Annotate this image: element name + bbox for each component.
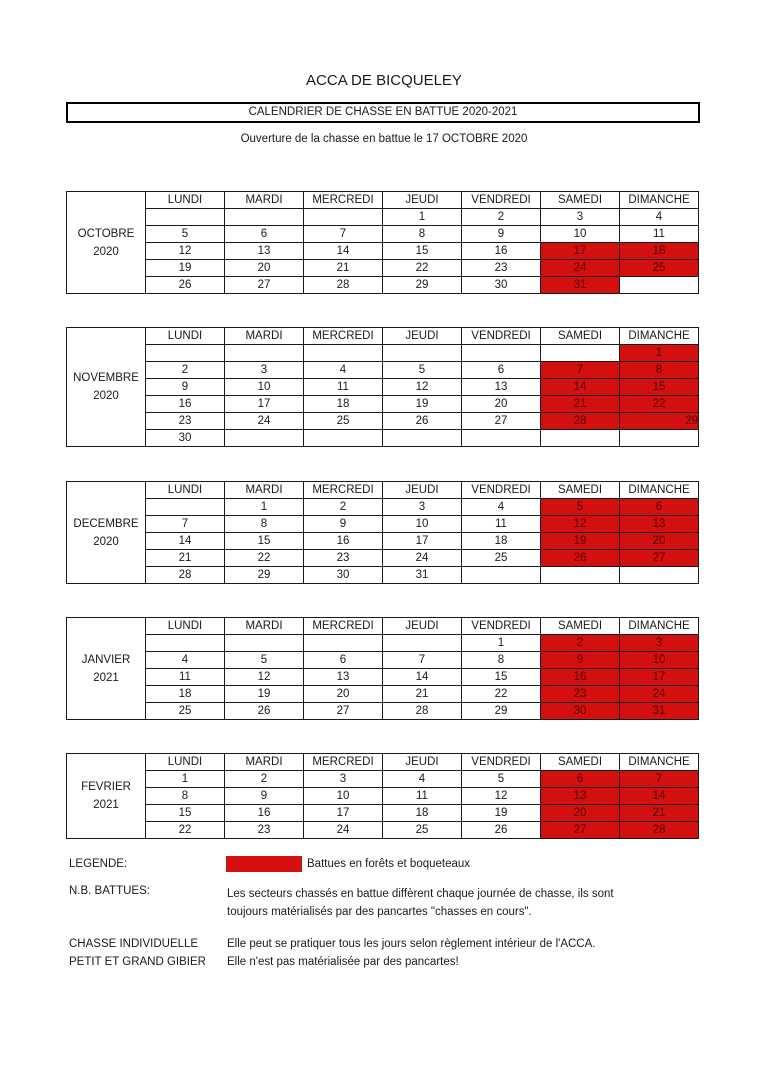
nb-line: Les secteurs chassés en battue diffèrent chaque journée de chasse, ils sont — [227, 888, 614, 900]
battue-day-cell: 15 — [620, 379, 699, 396]
weekday-header: SAMEDI — [541, 192, 620, 209]
day-cell: 8 — [462, 652, 541, 669]
weekday-header: LUNDI — [146, 754, 225, 771]
battue-day-cell: 9 — [541, 652, 620, 669]
day-cell: 6 — [225, 226, 304, 243]
day-cell — [383, 345, 462, 362]
day-cell: 18 — [146, 686, 225, 703]
weekday-header: JEUDI — [383, 618, 462, 635]
battue-day-cell: 23 — [541, 686, 620, 703]
day-cell — [225, 430, 304, 447]
battue-day-cell: 27 — [541, 822, 620, 839]
day-cell: 12 — [225, 669, 304, 686]
day-cell: 3 — [225, 362, 304, 379]
month-table-fevrier — [66, 753, 699, 839]
day-cell: 8 — [383, 226, 462, 243]
day-cell: 21 — [146, 550, 225, 567]
battue-day-cell: 6 — [541, 771, 620, 788]
weekday-header: DIMANCHE — [620, 754, 699, 771]
day-cell: 11 — [462, 516, 541, 533]
battue-day-cell: 22 — [620, 396, 699, 413]
battue-day-cell: 2 — [541, 635, 620, 652]
weekday-header: MERCREDI — [304, 482, 383, 499]
day-cell: 29 — [383, 277, 462, 294]
week-row — [67, 703, 699, 720]
week-row — [67, 822, 699, 839]
weekday-header: MARDI — [225, 192, 304, 209]
weekday-header: LUNDI — [146, 482, 225, 499]
week-row — [67, 686, 699, 703]
weekday-header: DIMANCHE — [620, 192, 699, 209]
day-cell: 12 — [462, 788, 541, 805]
day-cell: 2 — [462, 209, 541, 226]
day-cell: 15 — [146, 805, 225, 822]
day-cell: 19 — [146, 260, 225, 277]
weekday-header: SAMEDI — [541, 754, 620, 771]
day-cell: 27 — [304, 703, 383, 720]
legend-red-swatch — [226, 856, 302, 872]
battue-day-cell: 14 — [541, 379, 620, 396]
day-cell: 18 — [462, 533, 541, 550]
day-cell: 15 — [383, 243, 462, 260]
battue-day-cell: 18 — [620, 243, 699, 260]
week-row — [67, 788, 699, 805]
month-table-janvier — [66, 617, 699, 720]
day-cell: 16 — [462, 243, 541, 260]
day-cell: 20 — [225, 260, 304, 277]
battue-day-cell: 29 — [620, 413, 699, 430]
day-cell: 20 — [304, 686, 383, 703]
day-cell — [462, 430, 541, 447]
day-cell: 5 — [462, 771, 541, 788]
individual-hunt-line: Elle n'est pas matérialisée par des pancartes! — [227, 956, 459, 968]
weekday-header: VENDREDI — [462, 618, 541, 635]
weekday-header: VENDREDI — [462, 754, 541, 771]
day-cell — [146, 345, 225, 362]
week-row — [67, 243, 699, 260]
battue-day-cell: 26 — [541, 550, 620, 567]
day-cell: 22 — [462, 686, 541, 703]
day-cell — [620, 277, 699, 294]
day-cell: 24 — [304, 822, 383, 839]
day-cell: 3 — [383, 499, 462, 516]
weekday-header-row — [67, 192, 699, 209]
legend-label: LEGENDE: — [69, 858, 128, 870]
individual-hunt-label-line: PETIT ET GRAND GIBIER — [69, 956, 206, 968]
day-cell: 16 — [304, 533, 383, 550]
weekday-header: SAMEDI — [541, 482, 620, 499]
day-cell: 9 — [146, 379, 225, 396]
month-name: NOVEMBRE — [73, 372, 139, 384]
day-cell: 26 — [146, 277, 225, 294]
weekday-header: DIMANCHE — [620, 618, 699, 635]
day-cell: 1 — [462, 635, 541, 652]
weekday-header-row — [67, 328, 699, 345]
day-cell: 17 — [383, 533, 462, 550]
day-cell — [462, 567, 541, 584]
day-cell: 4 — [146, 652, 225, 669]
month-year: 2020 — [93, 390, 119, 402]
day-cell: 3 — [541, 209, 620, 226]
day-cell: 15 — [225, 533, 304, 550]
battue-day-cell: 28 — [620, 822, 699, 839]
day-cell: 29 — [225, 567, 304, 584]
battue-day-cell: 16 — [541, 669, 620, 686]
day-cell: 24 — [383, 550, 462, 567]
weekday-header: MARDI — [225, 754, 304, 771]
opening-date-text: Ouverture de la chasse en battue le 17 OCTOBRE 2020 — [240, 133, 528, 145]
weekday-header: MERCREDI — [304, 754, 383, 771]
day-cell: 22 — [383, 260, 462, 277]
battue-day-cell: 14 — [620, 788, 699, 805]
day-cell — [383, 430, 462, 447]
weekday-header: MERCREDI — [304, 618, 383, 635]
day-cell: 10 — [225, 379, 304, 396]
day-cell: 2 — [225, 771, 304, 788]
month-label — [67, 192, 146, 294]
day-cell — [541, 345, 620, 362]
weekday-header-row — [67, 754, 699, 771]
week-row — [67, 379, 699, 396]
battue-day-cell: 7 — [541, 362, 620, 379]
day-cell: 15 — [462, 669, 541, 686]
day-cell — [146, 209, 225, 226]
day-cell — [462, 345, 541, 362]
week-row — [67, 533, 699, 550]
day-cell: 25 — [462, 550, 541, 567]
day-cell: 5 — [383, 362, 462, 379]
weekday-header: MARDI — [225, 482, 304, 499]
week-row — [67, 771, 699, 788]
weekday-header: LUNDI — [146, 618, 225, 635]
weekday-header-row — [67, 618, 699, 635]
day-cell: 11 — [304, 379, 383, 396]
month-year: 2021 — [93, 671, 119, 684]
day-cell: 23 — [304, 550, 383, 567]
day-cell: 26 — [225, 703, 304, 720]
day-cell: 26 — [383, 413, 462, 430]
day-cell: 30 — [304, 567, 383, 584]
individual-hunt-label-line: CHASSE INDIVIDUELLE — [69, 938, 199, 950]
weekday-header: MERCREDI — [304, 192, 383, 209]
battue-day-cell: 17 — [620, 669, 699, 686]
week-row — [67, 430, 699, 447]
day-cell: 18 — [383, 805, 462, 822]
week-row — [67, 550, 699, 567]
month-label — [67, 482, 146, 584]
day-cell: 28 — [304, 277, 383, 294]
battue-day-cell: 30 — [541, 703, 620, 720]
day-cell: 9 — [304, 516, 383, 533]
week-row — [67, 499, 699, 516]
day-cell: 13 — [304, 669, 383, 686]
day-cell: 10 — [541, 226, 620, 243]
day-cell: 8 — [225, 516, 304, 533]
battue-day-cell: 31 — [620, 703, 699, 720]
battue-day-cell: 21 — [541, 396, 620, 413]
day-cell: 7 — [383, 652, 462, 669]
battue-day-cell: 19 — [541, 533, 620, 550]
battue-day-cell: 13 — [541, 788, 620, 805]
battue-day-cell: 31 — [541, 277, 620, 294]
day-cell: 23 — [225, 822, 304, 839]
day-cell: 17 — [304, 805, 383, 822]
day-cell: 4 — [462, 499, 541, 516]
week-row — [67, 516, 699, 533]
day-cell — [225, 209, 304, 226]
day-cell: 9 — [225, 788, 304, 805]
day-cell: 1 — [383, 209, 462, 226]
battue-day-cell: 8 — [620, 362, 699, 379]
month-year: 2020 — [93, 535, 119, 548]
day-cell: 22 — [225, 550, 304, 567]
day-cell: 27 — [225, 277, 304, 294]
day-cell: 10 — [304, 788, 383, 805]
battue-day-cell: 24 — [541, 260, 620, 277]
day-cell: 8 — [146, 788, 225, 805]
weekday-header-row — [67, 482, 699, 499]
battue-day-cell: 6 — [620, 499, 699, 516]
battue-day-cell: 5 — [541, 499, 620, 516]
day-cell: 14 — [383, 669, 462, 686]
day-cell: 31 — [383, 567, 462, 584]
week-row — [67, 567, 699, 584]
day-cell: 7 — [146, 516, 225, 533]
month-name: FEVRIER — [81, 781, 131, 793]
day-cell: 22 — [146, 822, 225, 839]
day-cell — [620, 430, 699, 447]
battue-day-cell: 10 — [620, 652, 699, 669]
day-cell: 17 — [225, 396, 304, 413]
day-cell: 25 — [304, 413, 383, 430]
weekday-header: MARDI — [225, 328, 304, 345]
month-label — [67, 754, 146, 839]
day-cell: 3 — [304, 771, 383, 788]
week-row — [67, 209, 699, 226]
weekday-header: VENDREDI — [462, 482, 541, 499]
month-table-decembre — [66, 481, 699, 584]
weekday-header: MARDI — [225, 618, 304, 635]
day-cell: 19 — [383, 396, 462, 413]
day-cell — [304, 430, 383, 447]
legend-text: Battues en forêts et boqueteaux — [307, 858, 471, 870]
week-row — [67, 669, 699, 686]
day-cell: 23 — [462, 260, 541, 277]
battue-day-cell: 25 — [620, 260, 699, 277]
day-cell: 11 — [146, 669, 225, 686]
month-name: JANVIER — [81, 653, 131, 666]
battue-day-cell: 20 — [541, 805, 620, 822]
day-cell: 12 — [146, 243, 225, 260]
day-cell: 29 — [462, 703, 541, 720]
weekday-header: LUNDI — [146, 192, 225, 209]
battue-day-cell: 27 — [620, 550, 699, 567]
day-cell: 19 — [462, 805, 541, 822]
day-cell: 26 — [462, 822, 541, 839]
weekday-header: JEUDI — [383, 482, 462, 499]
day-cell: 2 — [304, 499, 383, 516]
day-cell: 6 — [462, 362, 541, 379]
week-row — [67, 260, 699, 277]
day-cell: 16 — [225, 805, 304, 822]
battue-day-cell: 20 — [620, 533, 699, 550]
day-cell: 25 — [383, 822, 462, 839]
day-cell: 5 — [225, 652, 304, 669]
day-cell: 25 — [146, 703, 225, 720]
day-cell — [146, 499, 225, 516]
day-cell: 23 — [146, 413, 225, 430]
weekday-header: VENDREDI — [462, 192, 541, 209]
nb-text — [227, 885, 614, 921]
week-row — [67, 413, 699, 430]
day-cell: 4 — [620, 209, 699, 226]
day-cell: 1 — [146, 771, 225, 788]
day-cell: 21 — [383, 686, 462, 703]
day-cell: 13 — [225, 243, 304, 260]
day-cell: 11 — [383, 788, 462, 805]
day-cell — [225, 635, 304, 652]
week-row — [67, 652, 699, 669]
day-cell: 4 — [304, 362, 383, 379]
weekday-header: SAMEDI — [541, 618, 620, 635]
battue-day-cell: 13 — [620, 516, 699, 533]
month-year: 2020 — [93, 245, 119, 258]
weekday-header: VENDREDI — [462, 328, 541, 345]
month-label — [67, 328, 146, 447]
month-table-novembre — [66, 327, 699, 447]
day-cell — [304, 345, 383, 362]
individual-hunt-text — [227, 935, 595, 971]
day-cell: 5 — [146, 226, 225, 243]
week-row — [67, 226, 699, 243]
day-cell: 9 — [462, 226, 541, 243]
day-cell: 28 — [146, 567, 225, 584]
battue-day-cell: 7 — [620, 771, 699, 788]
weekday-header: MERCREDI — [304, 328, 383, 345]
day-cell: 7 — [304, 226, 383, 243]
weekday-header: JEUDI — [383, 754, 462, 771]
day-cell: 27 — [462, 413, 541, 430]
day-cell — [304, 635, 383, 652]
day-cell — [304, 209, 383, 226]
day-cell: 14 — [146, 533, 225, 550]
day-cell — [146, 635, 225, 652]
day-cell: 4 — [383, 771, 462, 788]
day-cell: 6 — [304, 652, 383, 669]
day-cell: 28 — [383, 703, 462, 720]
document-title: ACCA DE BICQUELEY — [306, 72, 462, 89]
individual-hunt-label — [69, 935, 206, 971]
day-cell: 30 — [462, 277, 541, 294]
nb-label: N.B. BATTUES: — [69, 885, 150, 897]
week-row — [67, 635, 699, 652]
month-table-octobre — [66, 191, 699, 294]
day-cell: 30 — [146, 430, 225, 447]
battue-day-cell: 12 — [541, 516, 620, 533]
day-cell: 16 — [146, 396, 225, 413]
week-row — [67, 362, 699, 379]
weekday-header: JEUDI — [383, 192, 462, 209]
weekday-header: SAMEDI — [541, 328, 620, 345]
weekday-header: JEUDI — [383, 328, 462, 345]
weekday-header: DIMANCHE — [620, 328, 699, 345]
day-cell: 10 — [383, 516, 462, 533]
day-cell — [383, 635, 462, 652]
week-row — [67, 396, 699, 413]
day-cell: 20 — [462, 396, 541, 413]
day-cell: 12 — [383, 379, 462, 396]
day-cell — [620, 567, 699, 584]
battue-day-cell: 1 — [620, 345, 699, 362]
day-cell: 19 — [225, 686, 304, 703]
week-row — [67, 805, 699, 822]
month-year: 2021 — [93, 799, 119, 811]
month-name: DECEMBRE — [73, 517, 139, 530]
day-cell: 1 — [225, 499, 304, 516]
battue-day-cell: 28 — [541, 413, 620, 430]
weekday-header: LUNDI — [146, 328, 225, 345]
month-name: OCTOBRE — [77, 227, 135, 240]
day-cell: 2 — [146, 362, 225, 379]
calendar-subtitle: CALENDRIER DE CHASSE EN BATTUE 2020-2021 — [66, 102, 700, 123]
day-cell — [225, 345, 304, 362]
individual-hunt-line: Elle peut se pratiquer tous les jours selon règlement intérieur de l'ACCA. — [227, 938, 596, 950]
weekday-header: DIMANCHE — [620, 482, 699, 499]
month-label — [67, 618, 146, 720]
battue-day-cell: 24 — [620, 686, 699, 703]
week-row — [67, 345, 699, 362]
day-cell — [541, 567, 620, 584]
battue-day-cell: 3 — [620, 635, 699, 652]
day-cell: 14 — [304, 243, 383, 260]
day-cell: 11 — [620, 226, 699, 243]
day-cell: 18 — [304, 396, 383, 413]
day-cell: 21 — [304, 260, 383, 277]
battue-day-cell: 17 — [541, 243, 620, 260]
week-row — [67, 277, 699, 294]
day-cell: 13 — [462, 379, 541, 396]
day-cell: 24 — [225, 413, 304, 430]
nb-line: toujours matérialisés par des pancartes "chasses en cours". — [227, 906, 532, 918]
battue-day-cell: 21 — [620, 805, 699, 822]
day-cell — [541, 430, 620, 447]
